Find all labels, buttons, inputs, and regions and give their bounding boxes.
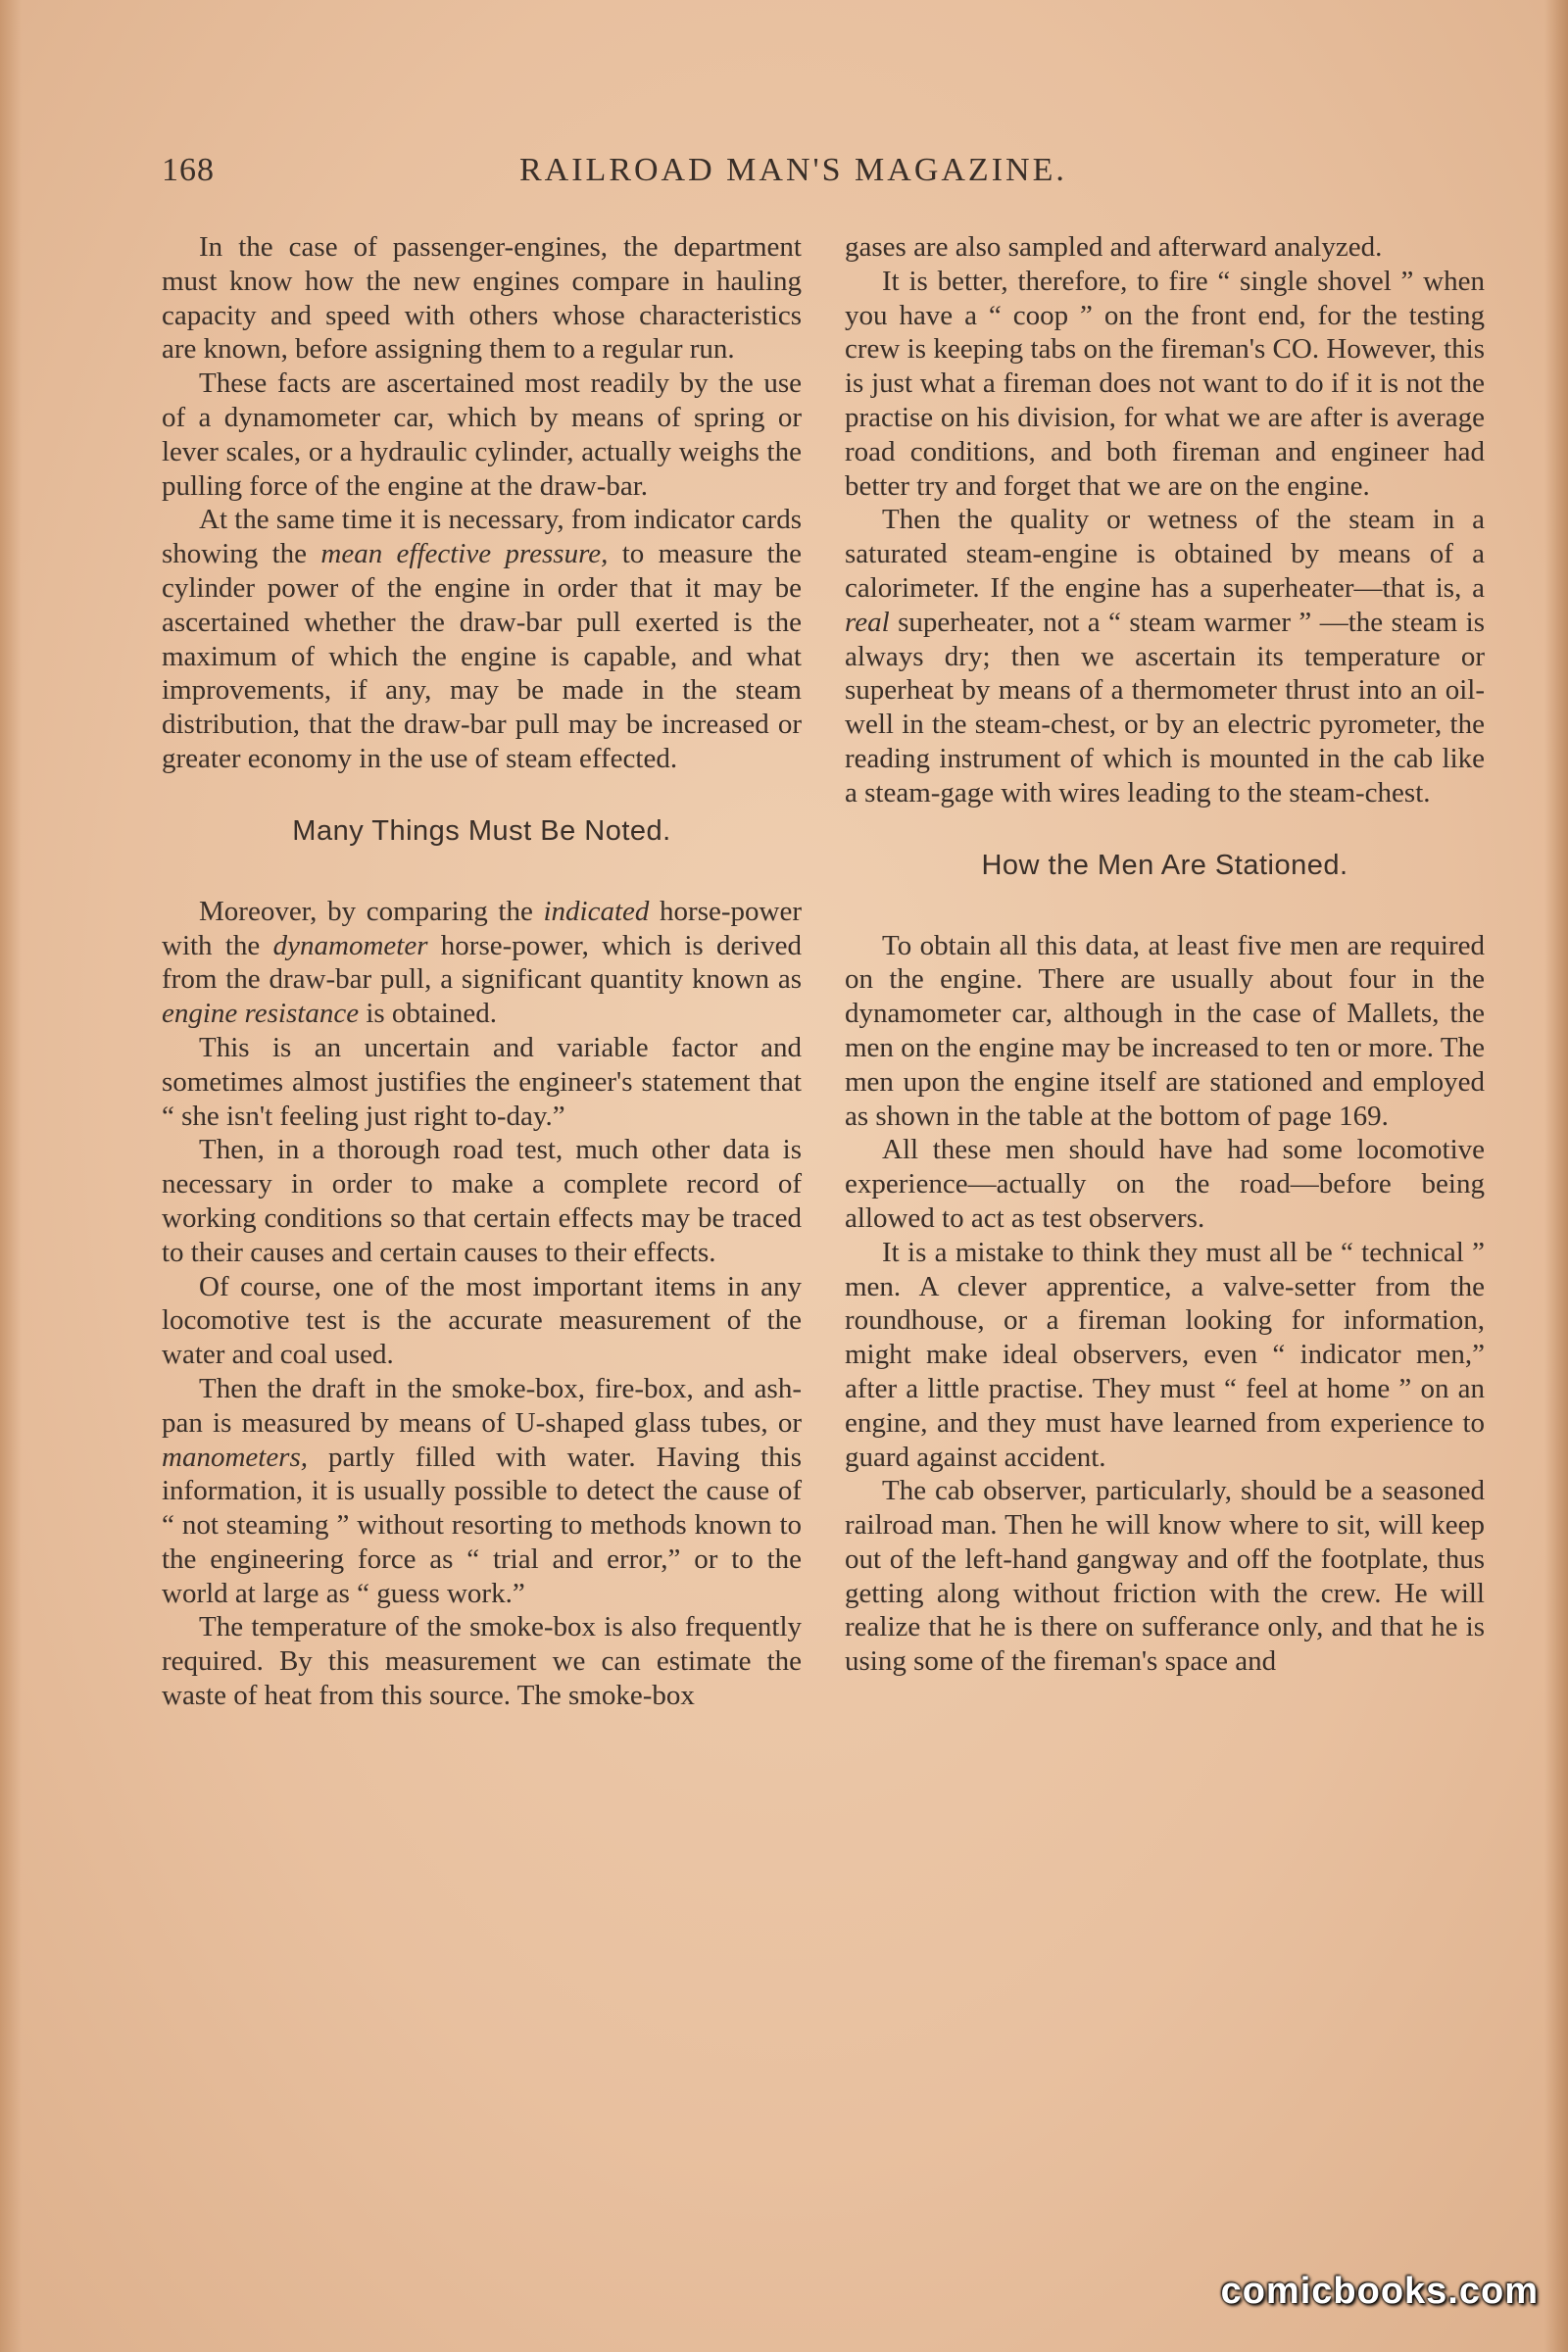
paragraph: It is a mistake to think they must all be “ technical ” men. A clever apprentice, a valve-setter from the roundhouse, or a fireman looking for information, might make ideal observers, even “ indicator men,” after a little practise. They must “ feel at home ” on an engine, and they must have learned from experience to guard against accident. (845, 1236, 1485, 1473)
text-run: At the same time it is necessary, from indicator cards showing the (162, 504, 802, 570)
text-run: is obtained. (359, 998, 498, 1030)
text-run: horse-power, which is derived from the draw-bar pull, a significant quantity known as (162, 929, 802, 996)
italic-term: manometers, (162, 1441, 309, 1473)
italic-term: mean effective pressure, (320, 538, 609, 570)
paragraph (845, 503, 1485, 809)
paragraph: This is an uncertain and variable factor and sometimes almost justifies the engineer's statement that “ she isn't feeling just right to-day.” (162, 1031, 802, 1132)
paragraph (162, 1372, 802, 1611)
running-title: RAILROAD MAN'S MAGAZINE. (519, 152, 1067, 188)
paragraph: Of course, one of the most important items in any locomotive test is the accurate measurement of the water and coal used. (162, 1270, 802, 1371)
paragraph: The temperature of the smoke-box is also frequently required. By this measurement we can estimate the waste of heat from this source. The smoke-box (162, 1611, 802, 1712)
page-edge-left (0, 0, 22, 2352)
text-run: horse-power with the (162, 895, 802, 961)
text-run: superheater, not a “ steam warmer ” —the steam is always dry; then we ascertain its temperature or superheat by means of a thermometer thrust into an oil-well in the steam-chest, or by an electric pyrometer, the reading instrument of which is mounted in the cab like a steam-gage with wires leading to the steam-chest. (845, 606, 1485, 808)
watermark-logo: comicbooks.com (1220, 2271, 1539, 2312)
paragraph: To obtain all this data, at least five men are required on the engine. There are usually about four in the dynamometer car, although in the case of Mallets, the men on the engine may be increased to ten or more. The men upon the engine itself are stationed and employed as shown in the table at the bottom of page 169. (845, 929, 1485, 1132)
italic-term: indicated (543, 895, 650, 927)
paragraph (162, 895, 802, 1031)
left-column (162, 230, 802, 1713)
paragraph: All these men should have had some locomotive experience—actually on the road—before being allowed to act as test observers. (845, 1134, 1485, 1234)
italic-term: engine resistance (162, 998, 360, 1030)
page-edge-right (1544, 0, 1568, 2352)
text-run: Moreover, by comparing the (199, 895, 544, 927)
page-header (162, 152, 1475, 201)
paragraph: These facts are ascertained most readily by the use of a dynamometer car, which by means of spring or lever scales, or a hydraulic cylinder, actually weighs the pulling force of the engine at the draw-bar. (162, 368, 802, 502)
text-run: Then the draft in the smoke-box, fire-box, and ash-pan is measured by means of U-shaped glass tubes, or (162, 1372, 802, 1439)
paragraph: The cab observer, particularly, should be a seasoned railroad man. Then he will know where to sit, will keep out of the left-hand gangway and off the footplate, thus getting along without friction with the crew. He will realize that he is there on sufferance only, and that he is using some of the fireman's space and (845, 1475, 1485, 1678)
section-heading: How the Men Are Stationed. (981, 849, 1348, 881)
italic-term: real (845, 606, 890, 638)
paragraph: Then, in a thorough road test, much other data is necessary in order to make a complete record of working conditions so that certain effects may be traced to their causes and certain causes to their effects. (162, 1134, 802, 1268)
page-number: 168 (162, 152, 215, 188)
text-run: partly filled with water. Having this information, it is usually possible to detect the cause of “ not steaming ” without resorting to methods known to the engineering force as “ trial and error,” or to the world at large as “ guess work.” (162, 1441, 802, 1609)
section-heading: Many Things Must Be Noted. (292, 814, 671, 847)
italic-term: dynamometer (272, 929, 428, 961)
paragraph: It is better, therefore, to fire “ single shovel ” when you have a “ coop ” on the front end, for the testing crew is keeping tabs on the fireman's CO. However, this is just what a fireman does not want to do if it is not the practise on his division, for what we are after is average road conditions, and both fireman and engineer had better try and forget that we are on the engine. (845, 265, 1485, 502)
paragraph (162, 503, 802, 775)
paragraph-continued: gases are also sampled and afterward analyzed. (845, 231, 1383, 263)
right-column (845, 230, 1485, 1679)
text-run: Then the quality or wetness of the steam in a saturated steam-engine is obtained by means of a calorimeter. If the engine has a superheater—that is, a (845, 504, 1485, 604)
paragraph: In the case of passenger-engines, the department must know how the new engines compare in hauling capacity and speed with others whose characteristics are known, before assigning them to a regular run. (162, 231, 802, 366)
text-run: to measure the cylinder power of the engine in order that it may be ascertained whether the draw-bar pull exerted is the maximum of which the engine is capable, and what improvements, if any, may be made in the steam distribution, that the draw-bar pull may be increased or greater economy in the use of steam effected. (162, 538, 803, 774)
